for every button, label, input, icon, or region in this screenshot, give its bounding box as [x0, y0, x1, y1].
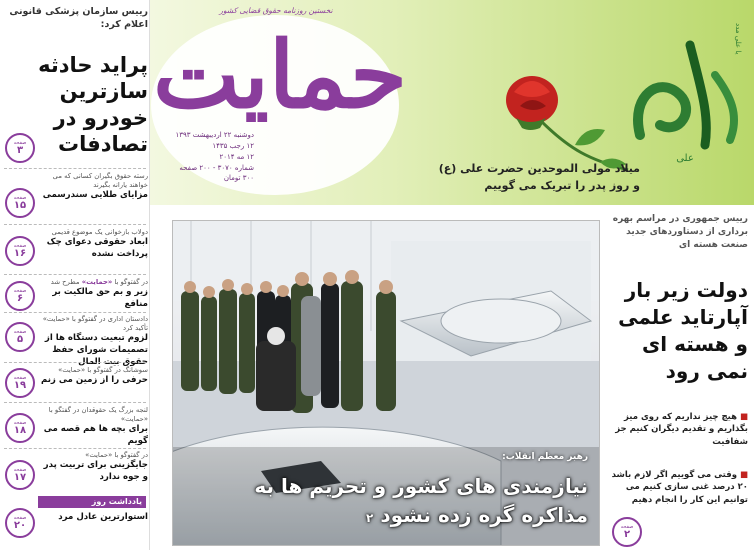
right-headline[interactable]: دولت زیر بار آپارتاید علمی و هسته ای نمی رود [618, 278, 748, 383]
badge-number: ۱۹ [13, 379, 27, 391]
masthead-headline-line2: و روز پدر را تبریک می گوییم [484, 179, 640, 193]
teaser-item[interactable] [40, 228, 148, 260]
pub-date: دوشنبه ۲۲ اردیبهشت ۱۳۹۳ [175, 131, 254, 139]
lead-kicker[interactable]: رییس سازمان پزشکی قانونی اعلام کرد: [9, 6, 148, 30]
divider [4, 402, 146, 403]
right-bullet[interactable] [608, 411, 748, 448]
logo[interactable]: حمایت [152, 21, 408, 129]
badge-label: صفحه [13, 242, 27, 249]
page-badge[interactable] [5, 133, 35, 163]
teaser-item[interactable] [40, 315, 148, 368]
page-badge[interactable] [5, 236, 35, 266]
teaser-headline: حرفی را از زمین می زنم [40, 375, 148, 386]
teaser-item[interactable] [40, 172, 148, 202]
ali-calligraphy [620, 15, 750, 169]
pub-issue: شماره ۳۰۷۰ - ۲۰۰ صفحه [179, 163, 254, 172]
page-badge[interactable] [5, 508, 35, 538]
teaser-headline: برای بچه ها هم قصه می گویم [43, 424, 148, 446]
masthead [150, 0, 754, 205]
page-badge[interactable] [5, 368, 35, 398]
divider [4, 448, 146, 449]
page-badge[interactable] [612, 517, 642, 547]
badge-number: ۱۷ [13, 471, 27, 483]
right-bullet-text: وقتی می گوییم اگر لازم باشد ۲۰ درصد غنی سازی کنیم می توانیم این کار را انجام دهیم [611, 470, 748, 505]
badge-label: صفحه [13, 139, 27, 146]
page-badge[interactable] [5, 281, 35, 311]
teaser-item[interactable] [40, 451, 148, 483]
teaser-kicker: دادستان اداری در گفتوگو با «حمایت» تأکید کرد [42, 315, 148, 333]
bullet-icon: ■ [739, 470, 748, 480]
teaser-item[interactable] [40, 406, 148, 448]
lead-headline[interactable]: پراید حادثه سازترین خودرو در تصادفات [38, 53, 148, 156]
teaser-headline: جایگزینی برای تربیت پدر و جوه ندارد [43, 460, 148, 482]
yad-headline: استوارترین عادل مرد [58, 512, 148, 522]
photo-page-number: ۲ [366, 511, 374, 525]
badge-number: ۱۵ [13, 199, 27, 211]
right-bullet-text: هیچ چیز نداریم که روی میز بگذاریم و تقدیم دیگران کنیم جز شفافیت [615, 412, 748, 447]
teaser-kicker: سوشانگ در گفتوگو با «حمایت» [58, 366, 148, 374]
photo-headline-text: نیازمندی های کشور و تحریم ها به مذاکره گره زده نشود [254, 474, 588, 527]
right-kicker[interactable]: رییس جمهوری در مراسم بهره برداری از دستاوردهای جدید صنعت هسته ای [612, 214, 748, 251]
pub-gregorian: ۱۲ مه ۲۰۱۴ [219, 152, 254, 161]
teaser-item[interactable] [40, 366, 148, 387]
divider [4, 274, 146, 275]
badge-label: صفحه [13, 419, 27, 426]
calligraphy-icon [620, 15, 750, 165]
page-badge[interactable] [5, 413, 35, 443]
teaser-headline: مزایای طلایی سندرسمی [42, 190, 148, 201]
badge-number: ۲۰ [13, 519, 27, 531]
divider [4, 168, 146, 169]
badge-number: ۱۶ [13, 247, 27, 259]
teaser-kicker: رسته حقوق بگیران کسانی که می خواهند یارانه بگیرند [52, 172, 148, 190]
tagline: نخستین روزنامه حقوق قضایی کشور [219, 6, 333, 15]
kicker-prefix: در گفتوگو با [112, 278, 148, 286]
left-column [0, 0, 150, 550]
badge-label: صفحه [13, 466, 27, 473]
teaser-headline: لزوم تبعیت دستگاه ها از تصمیمات شورای حفظ حقوق بیت المال [44, 333, 148, 367]
badge-label: صفحه [13, 374, 27, 381]
badge-number: ۱۸ [13, 424, 27, 436]
calligraphy-small: یا علی مدد [734, 23, 742, 55]
badge-number: ۶ [16, 292, 24, 304]
teaser-kicker: دولاب بازخوانی یک موضوع قدیمی [51, 228, 148, 236]
teaser-kicker [40, 278, 148, 287]
publication-info [154, 130, 254, 184]
yad-band: یادداشت روز [38, 496, 146, 508]
divider [4, 312, 146, 313]
kicker-paper-name: «حمایت» [81, 278, 113, 286]
teaser-kicker: در گفتوگو با «حمایت» [85, 451, 148, 459]
calligraphy-text: علی [676, 153, 694, 164]
page-badge[interactable] [5, 322, 35, 352]
badge-label: صفحه [620, 523, 634, 530]
divider [4, 224, 146, 225]
masthead-headline-line1: میلاد مولی الموحدین حضرت علی (ع) [438, 162, 640, 175]
masthead-headline[interactable] [400, 160, 640, 194]
badge-label: صفحه [13, 514, 27, 521]
teaser-item[interactable] [40, 278, 148, 310]
badge-number: ۳ [16, 144, 24, 156]
right-column [602, 205, 754, 550]
badge-number: ۵ [16, 333, 24, 345]
teaser-headline: زیر و بم حق مالکیت بر منافع [52, 287, 148, 309]
badge-label: صفحه [13, 328, 27, 335]
right-bullet[interactable] [608, 469, 748, 506]
kicker-suffix: مطرح شد [50, 278, 80, 286]
divider [4, 362, 146, 363]
yad-item[interactable] [40, 512, 148, 524]
photo-caption-headline[interactable] [248, 472, 588, 530]
teaser-kicker: لنجه بزرگ یک حقوقدان در گفتگو با «حمایت» [48, 406, 148, 424]
pub-price: ۳۰۰ تومان [223, 174, 254, 183]
photo-caption-kicker: رهبر معظم انقلاب: [502, 452, 588, 462]
pub-hijri: ۱۲ رجب ۱۴۳۵ [212, 141, 254, 150]
page-badge[interactable] [5, 460, 35, 490]
badge-label: صفحه [13, 287, 27, 294]
bullet-icon: ■ [739, 412, 748, 422]
teaser-headline: ابعاد حقوقی دعوای چک پرداخت نشده [46, 237, 148, 259]
badge-number: ۲ [623, 528, 631, 540]
badge-label: صفحه [13, 194, 27, 201]
page-badge[interactable] [5, 188, 35, 218]
